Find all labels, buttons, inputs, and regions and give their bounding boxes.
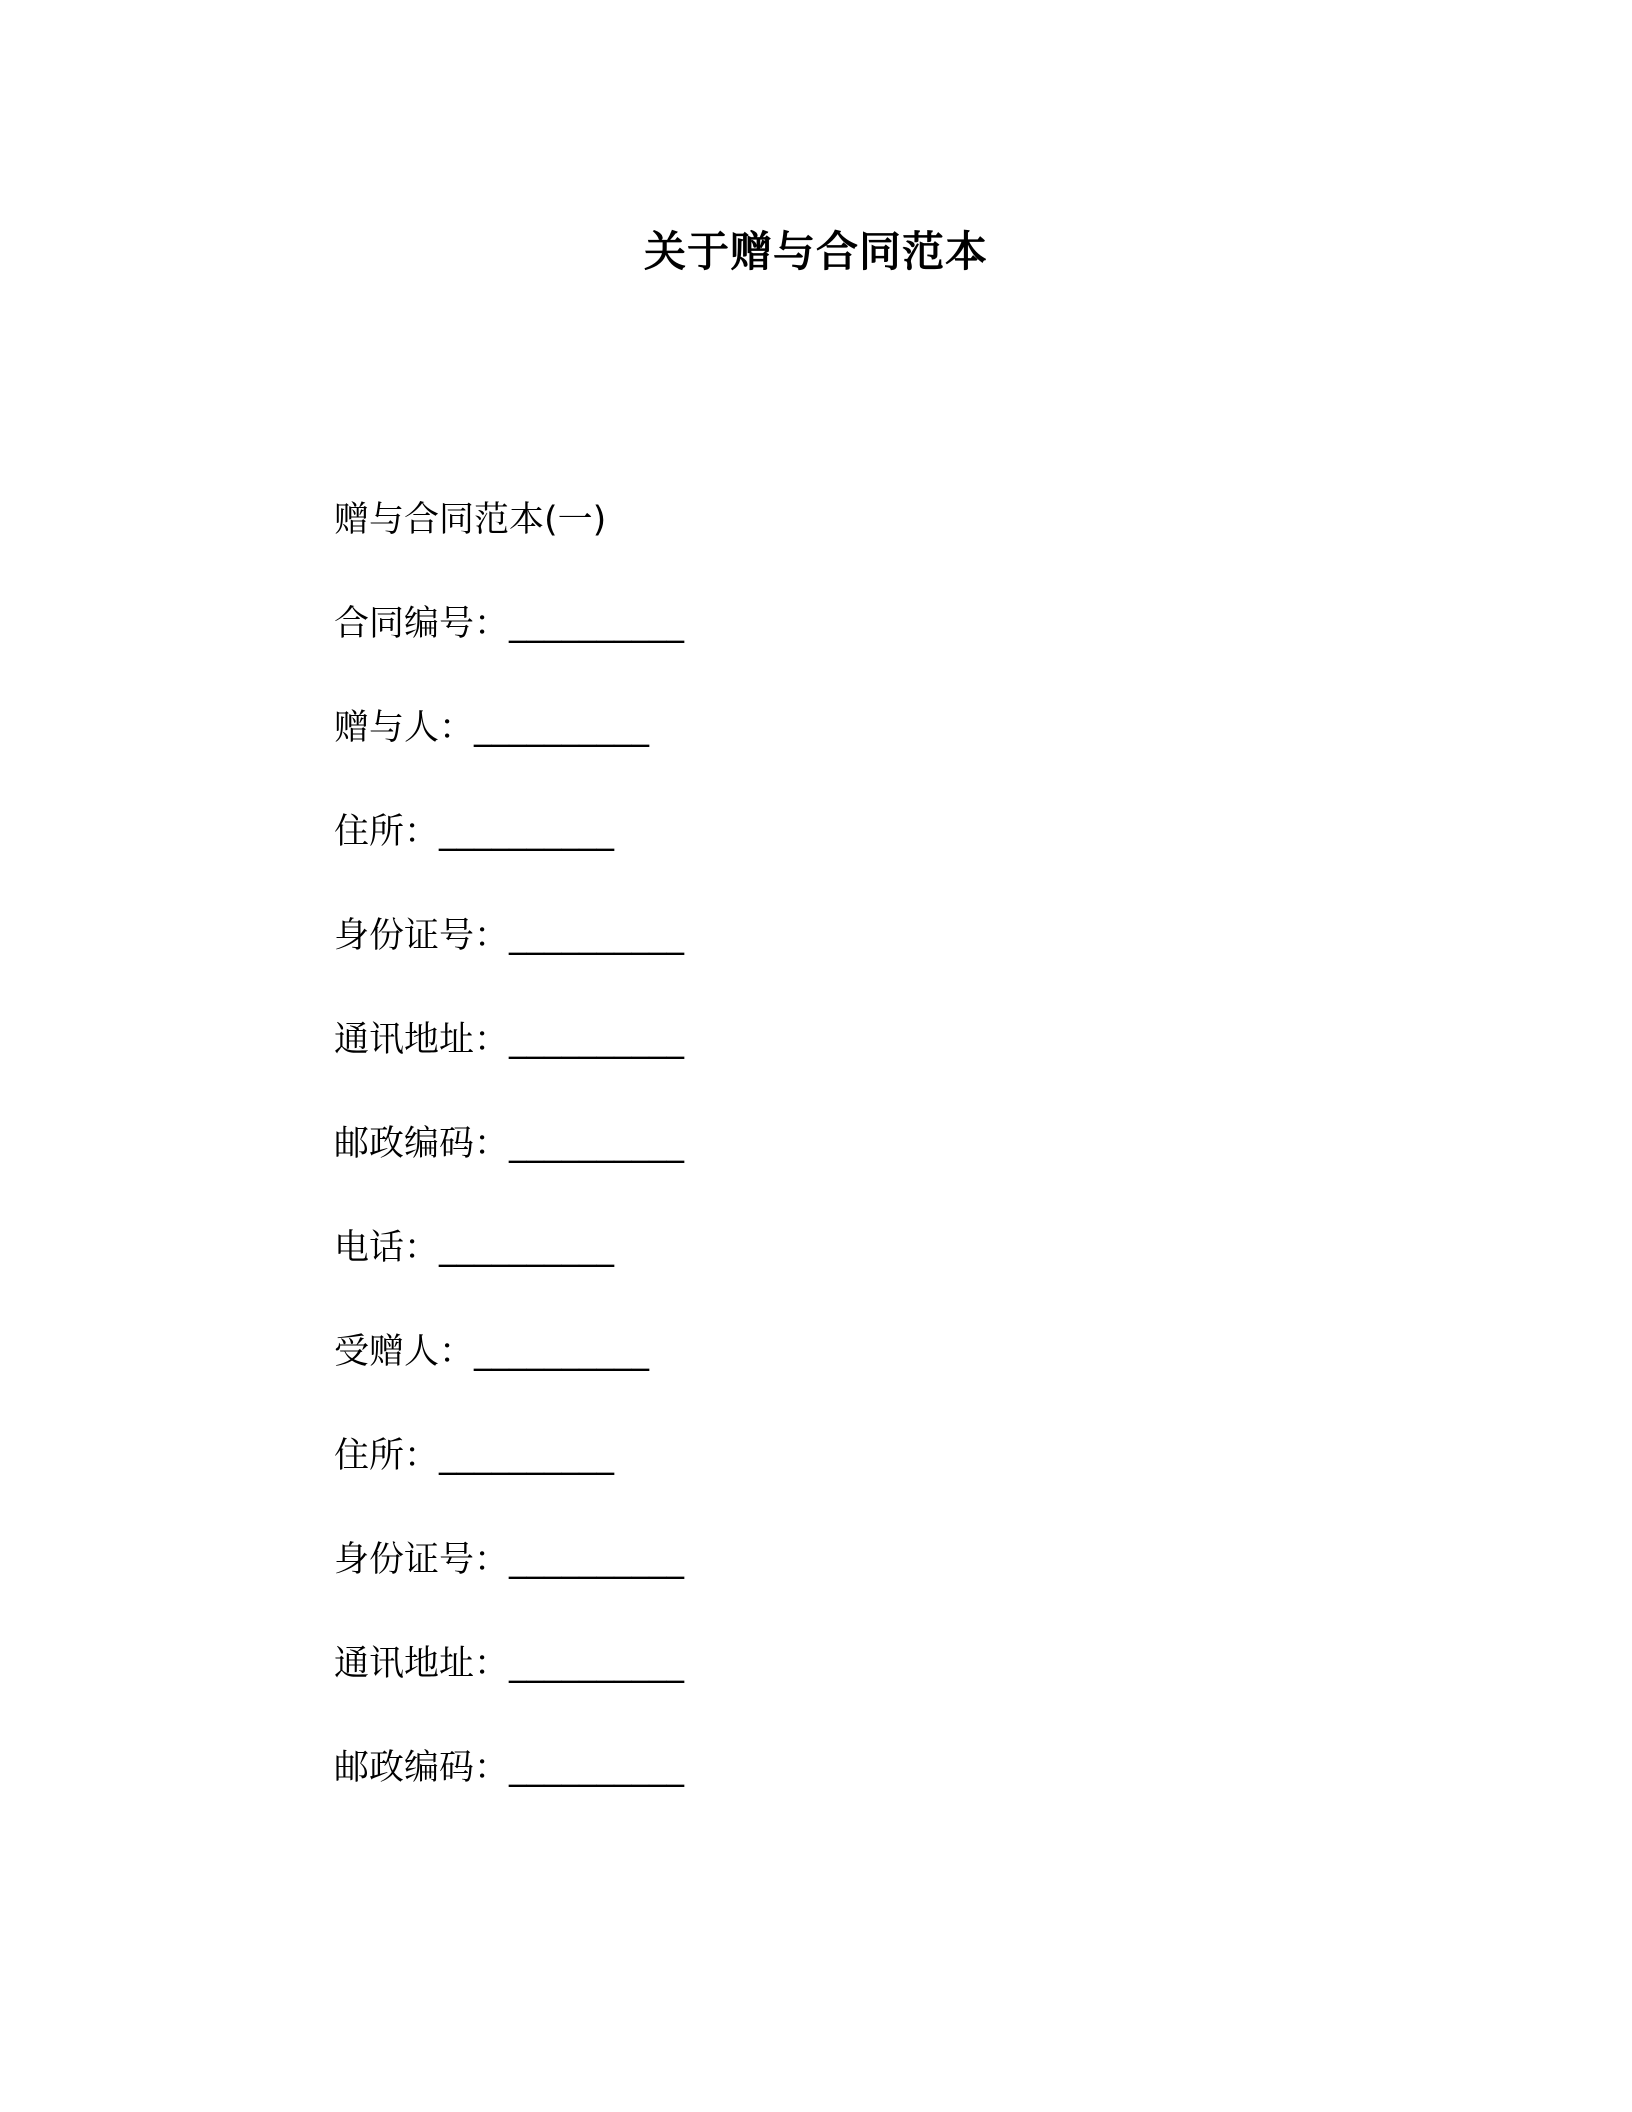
- field-contract-number: [334, 594, 1334, 698]
- field-blank: __________: [509, 1124, 685, 1164]
- field-donee-postal-code: [334, 1738, 1334, 1842]
- field-blank: __________: [439, 1436, 615, 1476]
- field-label: 住所：: [334, 1436, 440, 1476]
- field-label: 邮政编码：: [334, 1124, 510, 1164]
- field-label: 身份证号：: [334, 1540, 510, 1580]
- field-donor-id-number: [334, 906, 1334, 1010]
- section-heading: 赠与合同范本(一): [334, 500, 607, 540]
- field-label: 通讯地址：: [334, 1020, 510, 1060]
- field-donor-mailing-address: [334, 1010, 1334, 1114]
- field-label: 受赠人：: [334, 1332, 475, 1372]
- field-blank: __________: [439, 1228, 615, 1268]
- field-blank: __________: [439, 812, 615, 852]
- field-label: 邮政编码：: [334, 1748, 510, 1788]
- field-donor-phone: [334, 1218, 1334, 1322]
- field-label: 住所：: [334, 812, 440, 852]
- field-label: 合同编号：: [334, 604, 510, 644]
- document-title: 关于赠与合同范本: [643, 227, 988, 276]
- field-blank: __________: [509, 1748, 685, 1788]
- field-blank: __________: [509, 1644, 685, 1684]
- field-label: 身份证号：: [334, 916, 510, 956]
- document-body: [334, 490, 1334, 1842]
- field-blank: __________: [509, 1540, 685, 1580]
- field-donee-residence: [334, 1426, 1334, 1530]
- field-donee: [334, 1322, 1334, 1426]
- field-donee-id-number: [334, 1530, 1334, 1634]
- field-donor: [334, 698, 1334, 802]
- field-blank: __________: [474, 708, 650, 748]
- field-donor-residence: [334, 802, 1334, 906]
- field-donor-postal-code: [334, 1114, 1334, 1218]
- field-blank: __________: [509, 916, 685, 956]
- field-blank: __________: [474, 1332, 650, 1372]
- field-donee-mailing-address: [334, 1634, 1334, 1738]
- field-label: 通讯地址：: [334, 1644, 510, 1684]
- field-label: 赠与人：: [334, 708, 475, 748]
- field-blank: __________: [509, 604, 685, 644]
- field-label: 电话：: [334, 1228, 440, 1268]
- field-blank: __________: [509, 1020, 685, 1060]
